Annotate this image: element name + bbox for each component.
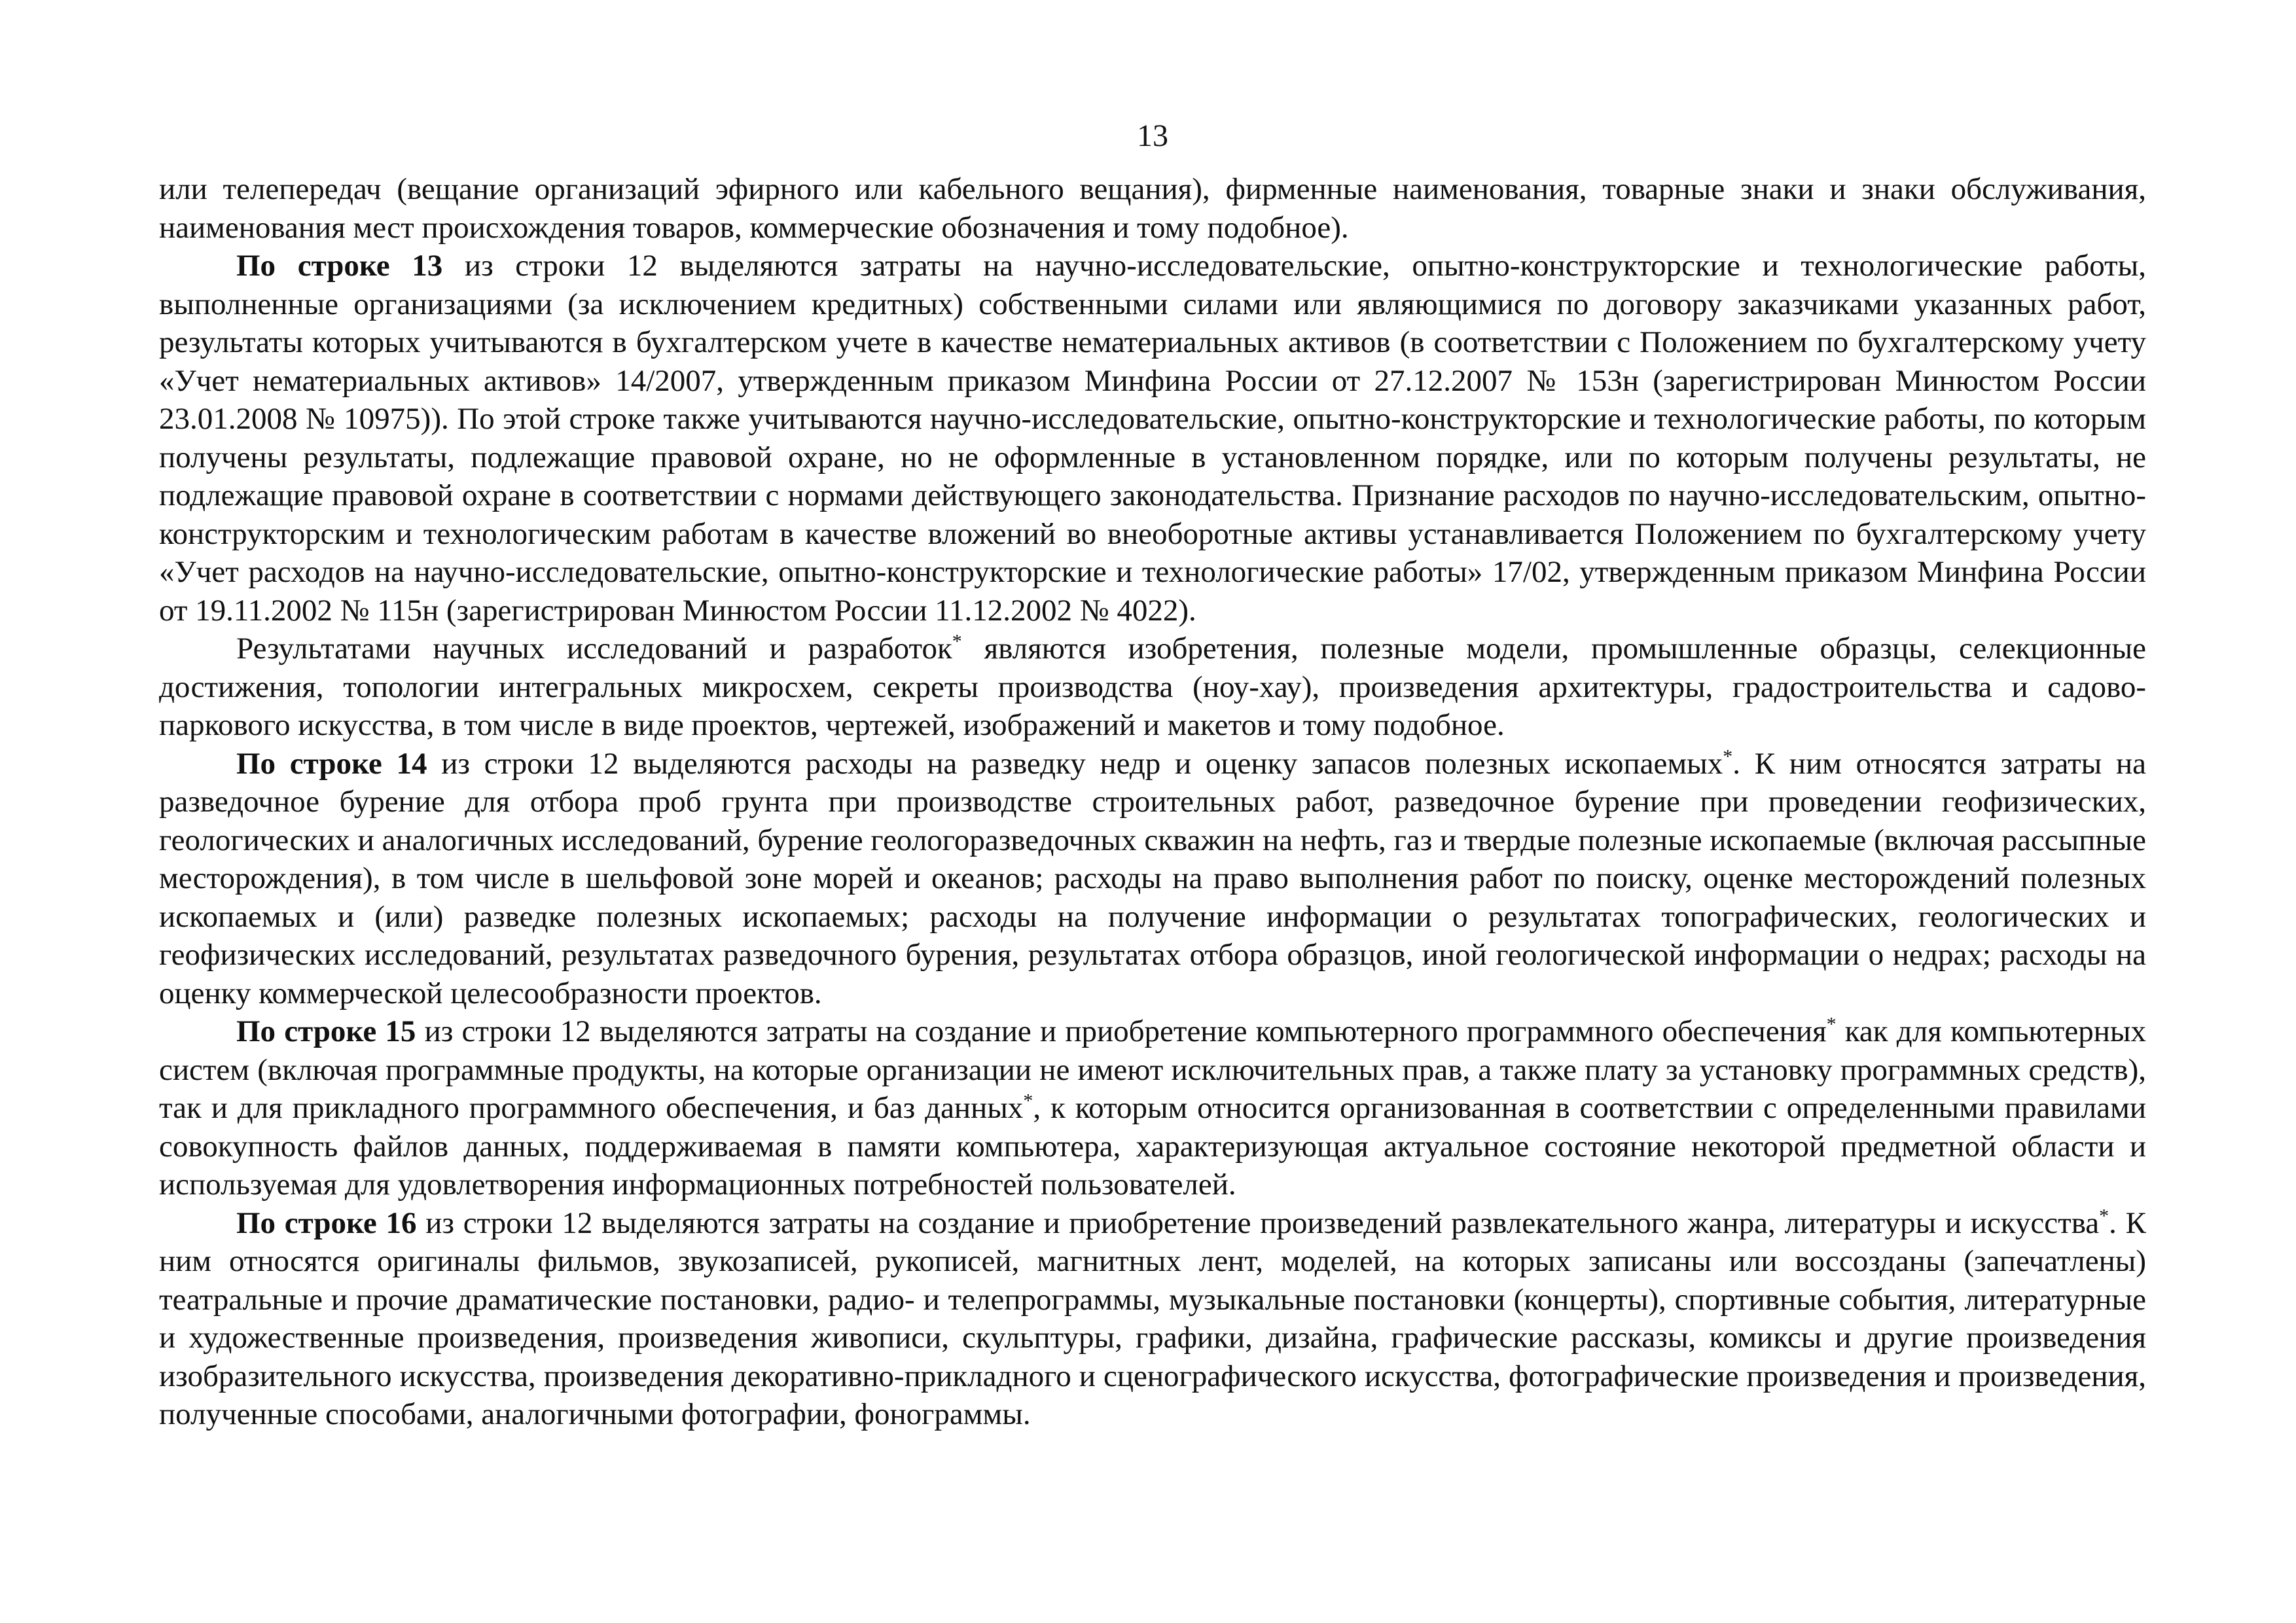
line-reference-15: По строке 15 [236,1014,416,1048]
line-reference-14: По строке 14 [236,746,427,781]
paragraph-text: из строки 12 выделяются затраты на создание и приобретение компьютерного программного обеспечения [416,1014,1827,1048]
paragraph-text: . К ним относятся затраты на разведочное бурение для отбора проб грунта при производстве строительных работ, разведочное бурение при проведении геофизических, геологических и аналогичных исследований, бурение геологоразведочных скважин на нефть, газ и твердые полезные ископаемые (включая рассыпные месторождения), в том числе в шельфовой зоне морей и океанов; расходы на право выполнения работ по поиску, оценке месторождений полезных ископаемых и (или) разведке полезных ископаемых; расходы на получение информации о результатах топографических, геологических и геофизических исследований, результатах разведочного бурения, результатах отбора образцов, иной геологической информации о недрах; расходы на оценку коммерческой целесообразности проектов. [159,746,2146,1010]
footnote-mark: * [1826,1013,1837,1035]
paragraph-text: , к которым относится организованная в соответствии с определенными правилами совокупность файлов данных, поддерживаемая в памяти компьютера, характеризующая актуальное состояние некоторой предметной области и используемая для удовлетворения информационных потребностей пользователей. [159,1091,2146,1202]
paragraph-text: из строки 12 выделяются затраты на создание и приобретение произведений развлекательного жанра, литературы и искусства [416,1205,2100,1240]
paragraph-line-13 [159,247,2146,630]
line-reference-13: По строке 13 [236,249,443,283]
paragraph-line-16 [159,1204,2146,1434]
paragraph-text: Результатами научных исследований и разработок [236,632,952,666]
paragraph-line-14 [159,745,2146,1013]
footnote-mark: * [2099,1204,2109,1226]
footnote-mark: * [952,630,962,652]
page-number: 13 [1137,118,1168,153]
paragraph-intro-continuation [159,170,2146,247]
paragraph-text: как для компьютерных систем (включая программные продукты, на которые организации не имеют исключительных прав, а также плату за установку программных средств), так и для прикладного программного обеспечения, и баз данных [159,1014,2146,1125]
paragraph-research-results [159,630,2146,745]
paragraph-text: являются изобретения, полезные модели, промышленные образцы, селекционные достижения, топологии интегральных микросхем, секреты производства (ноу-хау), произведения архитектуры, градостроительства и садово-паркового искусства, в том числе в виде проектов, чертежей, изображений и макетов и тому подобное. [159,632,2146,742]
paragraph-text: . К ним относятся оригиналы фильмов, звукозаписей, рукописей, магнитных лент, моделей, на которых записаны или воссозданы (запечатлены) театральные и прочие драматические постановки, радио- и телепрограммы, музыкальные постановки (концерты), спортивные события, литературные и художественные произведения, произведения живописи, скульптуры, графики, дизайна, графические рассказы, комиксы и другие произведения изобразительного искусства, произведения декоративно-прикладного и сценографического искусства, фотографические произведения и произведения, полученные способами, аналогичными фотографии, фонограммы. [159,1205,2146,1431]
paragraph-line-15 [159,1012,2146,1204]
paragraph-text: или телепередач (вещание организаций эфирного или кабельного вещания), фирменные наименования, товарные знаки и знаки обслуживания, наименования мест происхождения товаров, коммерческие обозначения и тому подобное). [159,172,2146,245]
paragraph-text: из строки 12 выделяются расходы на разведку недр и оценку запасов полезных ископаемых [427,746,1723,781]
paragraph-text: из строки 12 выделяются затраты на научно-исследовательские, опытно-конструкторские и технологические работы, выполненные организациями (за исключением кредитных) собственными силами или являющимися по договору заказчиками указанных работ, результаты которых учитываются в бухгалтерском учете в качестве нематериальных активов (в соответствии с Положением по бухгалтерскому учету «Учет нематериальных активов» 14/2007, утвержденным приказом Минфина России от 27.12.2007 № 153н (зарегистрирован Минюстом России 23.01.2008 № 10975)). По этой строке также учитываются научно-исследовательские, опытно-конструкторские и технологические работы, по которым получены результаты, подлежащие правовой охране, но не оформленные в установленном порядке, или по которым получены результаты, не подлежащие правовой охране в соответствии с нормами действующего законодательства. Признание расходов по научно-исследовательским, опытно-конструкторским и технологическим работам в качестве вложений во внеоборотные активы устанавливается Положением по бухгалтерскому учету «Учет расходов на научно-исследовательские, опытно-конструкторские и технологические работы» 17/02, утвержденным приказом Минфина России от 19.11.2002 № 115н (зарегистрирован Минюстом России 11.12.2002 № 4022). [159,249,2146,628]
footnote-mark: * [1723,745,1733,767]
footnote-mark: * [1023,1090,1033,1112]
document-page [159,118,2146,1434]
line-reference-16: По строке 16 [236,1205,417,1240]
